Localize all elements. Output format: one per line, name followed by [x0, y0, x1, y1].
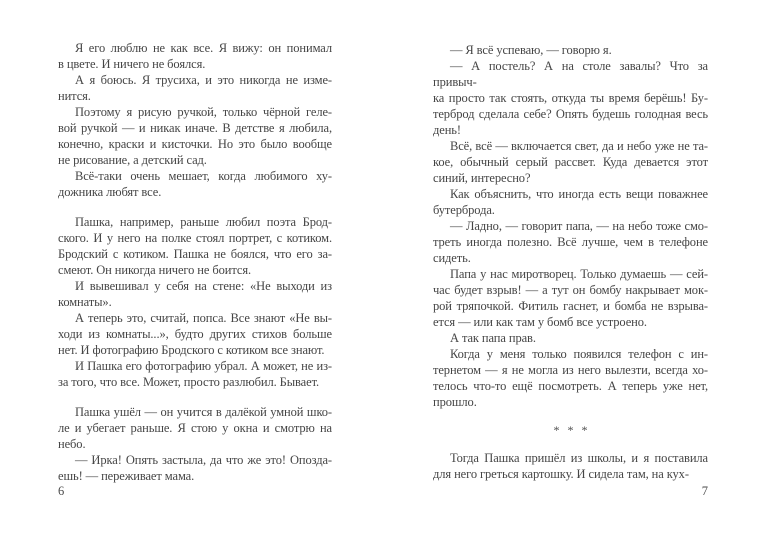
- right-page-text: [433, 42, 708, 482]
- text-line: Как объяснить, что иногда есть вещи поважнее: [450, 187, 708, 201]
- paragraph: [433, 330, 708, 346]
- paragraph: [433, 266, 708, 330]
- paragraph: [58, 452, 332, 484]
- paragraph: [433, 450, 708, 482]
- paragraph: [433, 186, 708, 218]
- text-line: смеют. Он никогда ничего не боится.: [58, 263, 252, 277]
- text-line: И вывешивал у себя на стене: «Не выходи из: [75, 279, 332, 293]
- text-line: И Пашка его фотографию убрал. А может, не из-: [75, 359, 332, 373]
- text-line: ского. И у него на полке стоял портрет, с котиком.: [58, 231, 332, 245]
- text-line: Когда у меня только появился телефон с ин-: [450, 347, 708, 361]
- text-line: ется — или как там у бомб все устроено.: [433, 315, 647, 329]
- text-line: ходи из комнаты...», будто других стихов больше: [58, 327, 332, 341]
- page-number-left: 6: [58, 484, 65, 498]
- page-number-right: 7: [701, 484, 708, 498]
- text-line: Пашка ушёл — он учится в далёкой умной шко-: [75, 405, 332, 419]
- text-line: комнаты».: [58, 295, 112, 309]
- text-line: А теперь это, считай, попса. Все знают «Не вы-: [75, 311, 332, 325]
- paragraph: [58, 214, 332, 278]
- text-line: ка просто так стоять, откуда ты время берёшь! Бу-: [433, 91, 708, 105]
- text-line: час будет взрыв! — а тут он бомбу накрывает мок-: [433, 283, 708, 297]
- text-line: А я боюсь. Я трусиха, и это никогда не изме-: [75, 73, 332, 87]
- paragraph: [58, 40, 332, 72]
- text-line: телось что-то ещё посмотреть. А теперь уже нет,: [433, 379, 708, 393]
- text-line: Всё-таки очень мешает, когда любимого ху-: [75, 169, 332, 183]
- text-line: ле и убегает раньше. Я стою у окна и смотрю на небо.: [58, 421, 332, 451]
- text-line: день!: [433, 123, 461, 137]
- text-line: Папа у нас миротворец. Только думаешь — сей-: [450, 267, 708, 281]
- text-line: Поэтому я рисую ручкой, только чёрной геле-: [75, 105, 332, 119]
- paragraph: [58, 168, 332, 200]
- paragraph: [433, 346, 708, 410]
- text-line: А так папа прав.: [450, 331, 536, 345]
- paragraph: [58, 358, 332, 390]
- paragraph: [433, 42, 708, 58]
- paragraph: [58, 278, 332, 310]
- text-line: для него греться картошку. И сидела там, на кух-: [433, 467, 689, 481]
- text-line: — А постель? А на столе завалы? Что за привыч-: [433, 59, 708, 89]
- text-line: кое, обычный серый рассвет. Куда девается этот: [433, 155, 708, 169]
- text-line: за того, что все. Может, просто разлюбил. Бывает.: [58, 375, 320, 389]
- paragraph: [433, 58, 708, 138]
- paragraph-gap: [58, 390, 332, 404]
- paragraph: [58, 310, 332, 358]
- text-line: тернетом — я не могла из него вылезти, всегда хо-: [433, 363, 708, 377]
- text-line: нет. И фотографию Бродского с котиком все знают.: [58, 343, 325, 357]
- paragraph: [433, 138, 708, 186]
- text-line: нится.: [58, 89, 91, 103]
- text-line: треть иногда полезно. Всё лучше, чем в телефоне: [433, 235, 708, 249]
- paragraph: [58, 104, 332, 168]
- text-line: терброд сделала себе? Опять будешь голодная весь: [433, 107, 708, 121]
- text-line: — Я всё успеваю, — говорю я.: [450, 43, 612, 57]
- paragraph: [433, 218, 708, 266]
- text-line: дожника любят все.: [58, 185, 162, 199]
- text-line: синий, интересно?: [433, 171, 531, 185]
- text-line: Тогда Пашка пришёл из школы, и я поставила: [450, 451, 708, 465]
- text-line: — Ирка! Опять застыла, да что же это! Опозда-: [75, 453, 332, 467]
- text-line: Я его люблю не как все. Я вижу: он понимал: [75, 41, 332, 55]
- left-page-text: [58, 40, 332, 484]
- text-line: бутерброда.: [433, 203, 495, 217]
- text-line: рой тряпочкой. Фитиль гаснет, и бомба не взрыва-: [433, 299, 708, 313]
- text-line: Пашка, например, раньше любил поэта Брод-: [75, 215, 332, 229]
- text-line: конечно, краски и кисточки. Но это было вообще: [58, 137, 332, 151]
- paragraph-gap: [58, 200, 332, 214]
- text-line: Бродский с котиком. Пашка не боялся, что его за-: [58, 247, 332, 261]
- paragraph: [58, 72, 332, 104]
- text-line: не рисование, а детский сад.: [58, 153, 207, 167]
- text-line: вой ручкой — и никак иначе. В детстве я любила,: [58, 121, 332, 135]
- text-line: Всё, всё — включается свет, да и небо уже не та-: [450, 139, 708, 153]
- text-line: — Ладно, — говорит папа, — на небо тоже смо-: [450, 219, 708, 233]
- text-line: ешь! — переживает мама.: [58, 469, 195, 483]
- text-line: сидеть.: [433, 251, 471, 265]
- text-line: в цвете. И ничего не боялся.: [58, 57, 206, 71]
- paragraph: [58, 404, 332, 452]
- section-separator: * * *: [553, 423, 588, 437]
- text-line: прошло.: [433, 395, 477, 409]
